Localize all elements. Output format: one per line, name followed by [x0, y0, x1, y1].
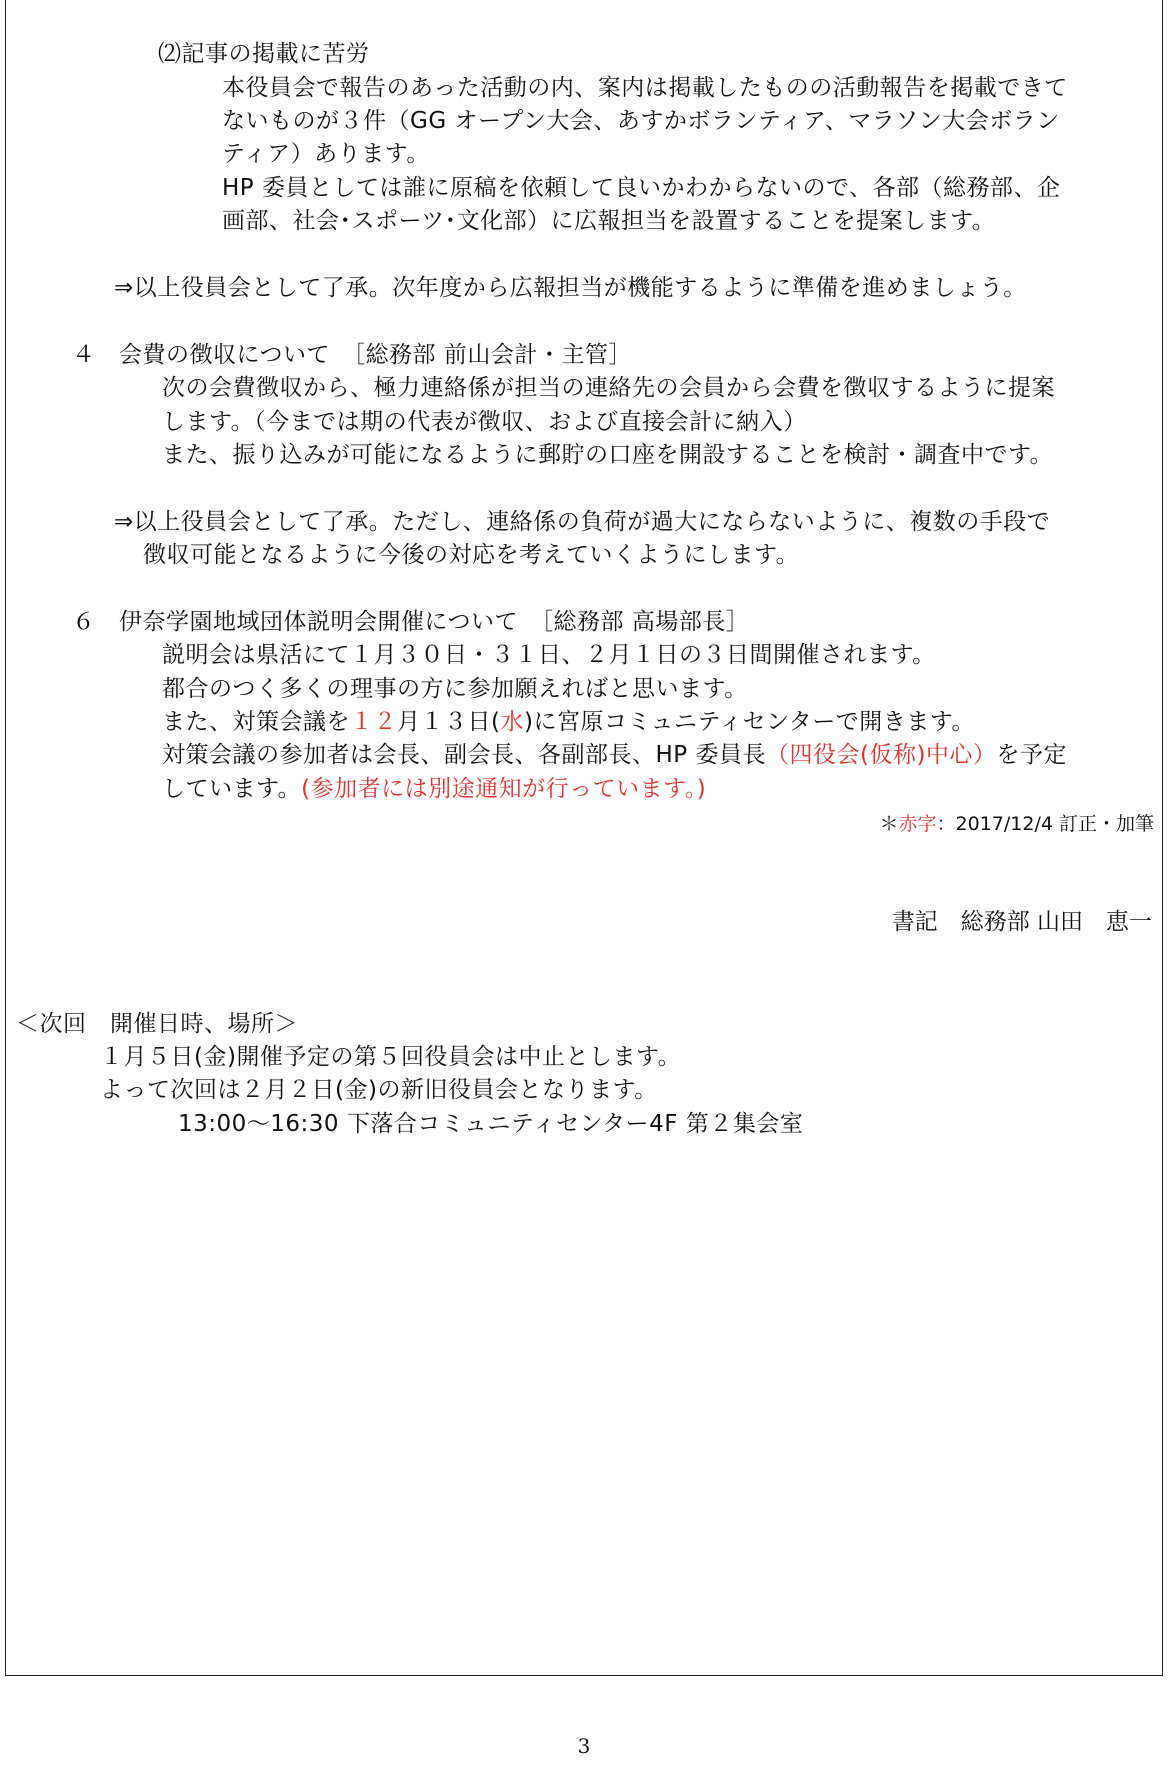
item2-body-line-5: 画部、社会･スポーツ･文化部）に広報担当を設置することを提案します。: [222, 208, 996, 234]
section6-line-3: [162, 708, 975, 736]
section6-line-3-text-c: )に宮原コミュニティセンターで開きます。: [523, 709, 975, 735]
item2-body-line-4: HP 委員としては誰に原稿を依頼して良いかわからないので、各部（総務部、企: [222, 175, 1061, 201]
section4-conclusion-line-1: ⇒以上役員会として了承。ただし、連絡係の負荷が過大にならないように、複数の手段で: [114, 509, 1051, 535]
page-number: 3: [577, 1734, 591, 1758]
section6-line-5: [162, 775, 706, 803]
next-meeting-line-1: １月５日(金)開催予定の第５回役員会は中止とします。: [100, 1044, 682, 1070]
page-frame: [5, 0, 1163, 1676]
item2-body-line-2: ないものが３件（GG オープン大会、あすかボランティア、マラソン大会ボラン: [222, 108, 1060, 134]
section6-line-5-red: (参加者には別途通知が行っています。): [301, 776, 707, 802]
section6-line-3-red-weekday: 水: [500, 709, 524, 735]
section4-body-line-2: します。（今までは期の代表が徴収、および直接会計に納入）: [162, 409, 807, 435]
item2-body-line-1: 本役員会で報告のあった活動の内、案内は掲載したものの活動報告を掲載できて: [222, 75, 1068, 101]
section6-line-4-text-b: を予定: [996, 742, 1067, 768]
section6-line-5-text-a: しています。: [162, 776, 302, 802]
section4-body-line-3: また、振り込みが可能になるように郵貯の口座を開設することを検討・調査中です。: [162, 442, 1054, 468]
section6-line-3-text-a: また、対策会議を: [162, 709, 350, 735]
item2-body-line-3: ティア）あります。: [222, 141, 430, 167]
section6-line-4-text-a: 対策会議の参加者は会長、副会長、各副部長、HP 委員長: [162, 742, 766, 768]
correction-note-star: ＊: [879, 813, 899, 835]
section6-line-4: [162, 741, 1067, 769]
section6-line-3-text-b: 月１３日(: [397, 709, 501, 735]
correction-note: [880, 812, 1155, 836]
correction-note-red-label: 赤字: [898, 813, 937, 835]
next-meeting-heading: ＜次回 開催日時、場所＞: [16, 1011, 298, 1037]
section4-heading: ４ 会費の徴収について ［総務部 前山会計・主管］: [72, 342, 632, 368]
item2-conclusion: ⇒以上役員会として了承。次年度から広報担当が機能するように準備を進めましょう。: [114, 275, 1027, 301]
section6-heading: ６ 伊奈学園地域団体説明会開催について ［総務部 高場部長］: [72, 609, 750, 635]
section4-conclusion-line-2: 徴収可能となるように今後の対応を考えていくようにします。: [143, 542, 800, 568]
section6-line-3-red-month: １２: [350, 709, 397, 735]
correction-note-text: ：2017/12/4 訂正・加筆: [936, 813, 1154, 835]
section6-line-2: 都合のつく多くの理事の方に参加願えればと思います。: [162, 676, 748, 702]
section6-line-1: 説明会は県活にて１月３０日・３１日、２月１日の３日間開催されます。: [162, 642, 936, 668]
next-meeting-line-3: 13:00～16:30 下落合コミュニティセンター4F 第２集会室: [178, 1111, 804, 1137]
item2-heading: ⑵記事の掲載に苦労: [158, 41, 370, 67]
signature: 書記 総務部 山田 恵一: [891, 909, 1152, 935]
section4-body-line-1: 次の会費徴収から、極力連絡係が担当の連絡先の会員から会費を徴収するように提案: [162, 375, 1055, 401]
next-meeting-line-2: よって次回は２月２日(金)の新旧役員会となります。: [100, 1077, 658, 1103]
section6-line-4-red: （四役会(仮称)中心）: [765, 742, 997, 768]
